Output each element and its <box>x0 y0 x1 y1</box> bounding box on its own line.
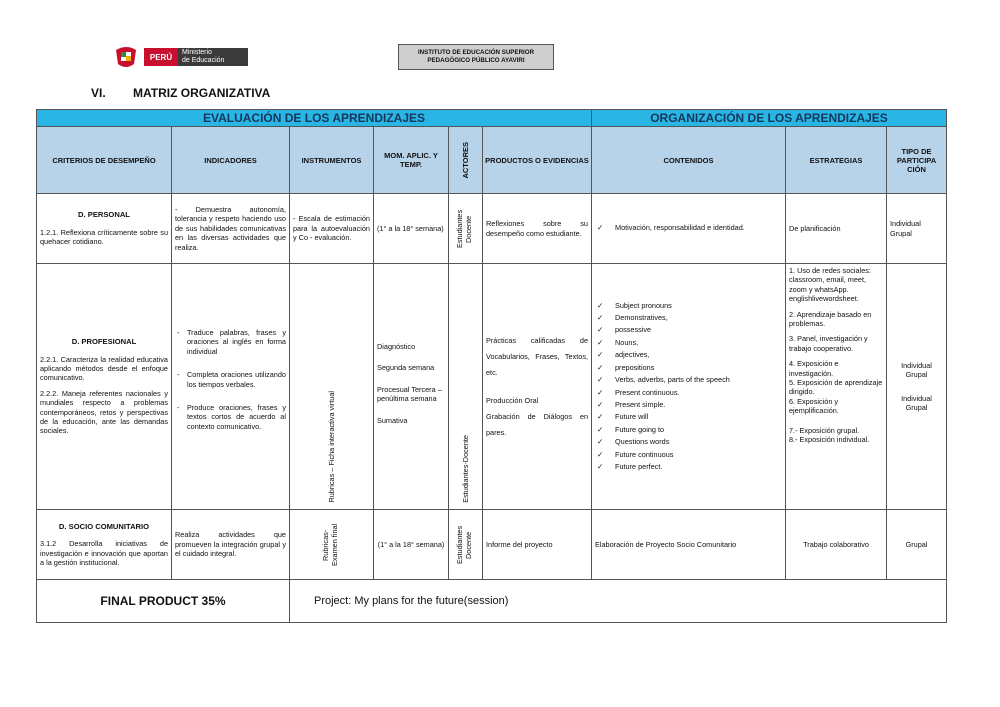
check-icon: ✓ <box>597 223 604 233</box>
profesional-criterio1: 2.2.1. Caracteriza la realidad educativa aplicando métodos desde el enfoque comunicativo. <box>40 354 168 383</box>
socio-criterio <box>37 510 172 580</box>
profesional-title: D. PROFESIONAL <box>71 337 137 347</box>
socio-indicador: Realiza actividades que promueven la integración grupal y el cuidado integral. <box>172 510 290 580</box>
socio-producto: Informe del proyecto <box>483 510 592 580</box>
contenido-item: ✓ Verbs, adverbs, parts of the speech <box>595 374 782 386</box>
row-personal <box>37 194 947 264</box>
check-icon: ✓ <box>597 387 604 397</box>
profesional-actores: Estudiantes-Docente <box>449 264 483 510</box>
profesional-criterio <box>37 264 172 510</box>
check-icon: ✓ <box>597 399 604 409</box>
contenido-item: ✓ possessive <box>595 324 782 336</box>
profesional-contenidos <box>592 264 786 510</box>
personal-mom: (1° a la 18° semana) <box>374 194 449 264</box>
socio-contenido: Elaboración de Proyecto Socio Comunitario <box>592 510 786 580</box>
col-estrategias: ESTRATEGIAS <box>786 127 887 194</box>
contenido-item: ✓ Present simple. <box>595 399 782 411</box>
section-title: MATRIZ ORGANIZATIVA <box>133 86 271 100</box>
row-final <box>37 580 947 623</box>
socio-estrategia: Trabajo colaborativo <box>786 510 887 580</box>
personal-actores: Estudiantes Docente <box>449 194 483 264</box>
ministry-logo <box>112 44 248 70</box>
contenido-item: ✓ adjectives, <box>595 349 782 361</box>
logo-ministry-line1: Ministerio <box>182 49 212 56</box>
col-contenidos: CONTENIDOS <box>592 127 786 194</box>
logo-country: PERÚ <box>144 48 178 66</box>
institute-line1: INSTITUTO DE EDUCACIÓN SUPERIOR <box>417 49 535 56</box>
col-tipo: TIPO DE PARTICIPA CIÓN <box>887 127 947 194</box>
contenido-item: ✓ Future continuous <box>595 449 782 461</box>
contenido-item: ✓ Nouns, <box>595 337 782 349</box>
contenido-item: ✓ Subject pronouns <box>595 300 782 312</box>
institute-box <box>398 44 554 70</box>
logo-ministry <box>178 48 248 66</box>
socio-tipo: Grupal <box>887 510 947 580</box>
profesional-instrumento: Rubricas – Ficha interactiva virtual <box>290 264 374 510</box>
contenido-item: ✓ Present continuous. <box>595 387 782 399</box>
matrix-table <box>36 109 946 623</box>
contenido-item: ✓ prepositions <box>595 362 782 374</box>
col-criterios: CRITERIOS DE DESEMPEÑO <box>37 127 172 194</box>
col-actores: ACTORES <box>449 127 483 194</box>
check-icon: ✓ <box>597 350 604 360</box>
indicador-item: - Produce oraciones, frases y textos cortos de acuerdo al contexto comunicativo. <box>177 402 286 431</box>
col-mom: MOM. APLIC. Y TEMP. <box>374 127 449 194</box>
indicador-item: - Completa oraciones utilizando los tiempos verbales. <box>177 370 286 389</box>
check-icon: ✓ <box>597 412 604 422</box>
socio-mom: (1° a la 18° semana) <box>374 510 449 580</box>
band-evaluacion: EVALUACIÓN DE LOS APRENDIZAJES <box>37 110 592 127</box>
check-icon: ✓ <box>597 362 604 372</box>
row-profesional <box>37 264 947 510</box>
personal-estrategia: De planificación <box>786 194 887 264</box>
check-icon: ✓ <box>597 337 604 347</box>
check-icon: ✓ <box>597 325 604 335</box>
contenido-item: ✓ Questions words <box>595 436 782 448</box>
socio-actores: Estudiantes Docente <box>449 510 483 580</box>
indicador-item: - Traduce palabras, frases y oraciones al inglés en forma individual <box>177 327 286 356</box>
check-icon: ✓ <box>597 424 604 434</box>
profesional-productos: Prácticas calificadas de Vocabularios, Frases, Textos, etc. Producción Oral Grabación de Diálogos en pares. <box>483 264 592 510</box>
profesional-criterio2: 2.2.2. Maneja referentes nacionales y mundiales respecto a problemas contemporáneos, retos y perspectivas de la educación, ante las demandas sociales. <box>40 388 168 436</box>
check-icon: ✓ <box>597 300 604 310</box>
profesional-estrategias: 1. Uso de redes sociales: classroom, email, meet, zoom y whatsApp. englishlivewordsheet. 2. Aprendizaje basado en problemas. 3. Panel, investigación y trabajo cooperativo. 4. Exposición e investigación. 5. Exposición de aprendizaje dirigido. 6. Exposición y ejemplificación. 7.- Exposición grupal. 8.- Exposición individual. <box>786 264 887 510</box>
personal-indicador: - Demuestra autonomía, tolerancia y respeto haciendo uso de sus habilidades comunicativas en las diversas actividades que realiza. <box>172 194 290 264</box>
institute-line2: PEDAGÓGICO PÚBLICO AYAVIRI <box>427 57 525 64</box>
socio-title: D. SOCIO COMUNITARIO <box>58 521 150 531</box>
section-number: VI. <box>91 86 106 100</box>
check-icon: ✓ <box>597 313 604 323</box>
final-product-label: FINAL PRODUCT 35% <box>37 580 290 623</box>
check-icon: ✓ <box>597 437 604 447</box>
check-icon: ✓ <box>597 461 604 471</box>
check-icon: ✓ <box>597 449 604 459</box>
socio-criterio-text: 3.1.2 Desarrolla iniciativas de investigación e innovación que aportan a la gestión institucional. <box>40 539 168 567</box>
contenido-item: ✓ Future going to <box>595 424 782 436</box>
personal-tipo: Individual Grupal <box>887 194 947 264</box>
personal-criterio-text: 1.2.1. Reflexiona críticamente sobre su quehacer cotidiano. <box>40 227 168 247</box>
final-project: Project: My plans for the future(session) <box>290 580 947 623</box>
profesional-indicadores <box>172 264 290 510</box>
col-indicadores: INDICADORES <box>172 127 290 194</box>
check-icon: ✓ <box>597 375 604 385</box>
socio-instrumento: Rubricas-Examen final <box>290 510 374 580</box>
contenido-item: ✓ Future perfect. <box>595 461 782 473</box>
personal-instrumento: - Escala de estimación para la autoevaluación y Co - evaluación. <box>290 194 374 264</box>
peru-shield-icon <box>112 44 140 70</box>
personal-title: D. PERSONAL <box>78 210 130 220</box>
personal-criterio <box>37 194 172 264</box>
logo-ministry-line2: de Educación <box>182 57 225 64</box>
personal-contenido: ✓ Motivación, responsabilidad e identidad. <box>592 194 786 264</box>
row-socio <box>37 510 947 580</box>
contenido-item: ✓ Future will <box>595 411 782 423</box>
col-productos: PRODUCTOS O EVIDENCIAS <box>483 127 592 194</box>
col-instrumentos: INSTRUMENTOS <box>290 127 374 194</box>
contenido-item: ✓ Demonstratives, <box>595 312 782 324</box>
band-organizacion: ORGANIZACIÓN DE LOS APRENDIZAJES <box>592 110 947 127</box>
profesional-mom: Diagnóstico Segunda semana Procesual Tercera – penúltima semana Sumativa <box>374 264 449 510</box>
personal-producto: Reflexiones sobre su desempeño como estudiante. <box>483 194 592 264</box>
profesional-tipo: Individual Grupal Individual Grupal <box>887 264 947 510</box>
